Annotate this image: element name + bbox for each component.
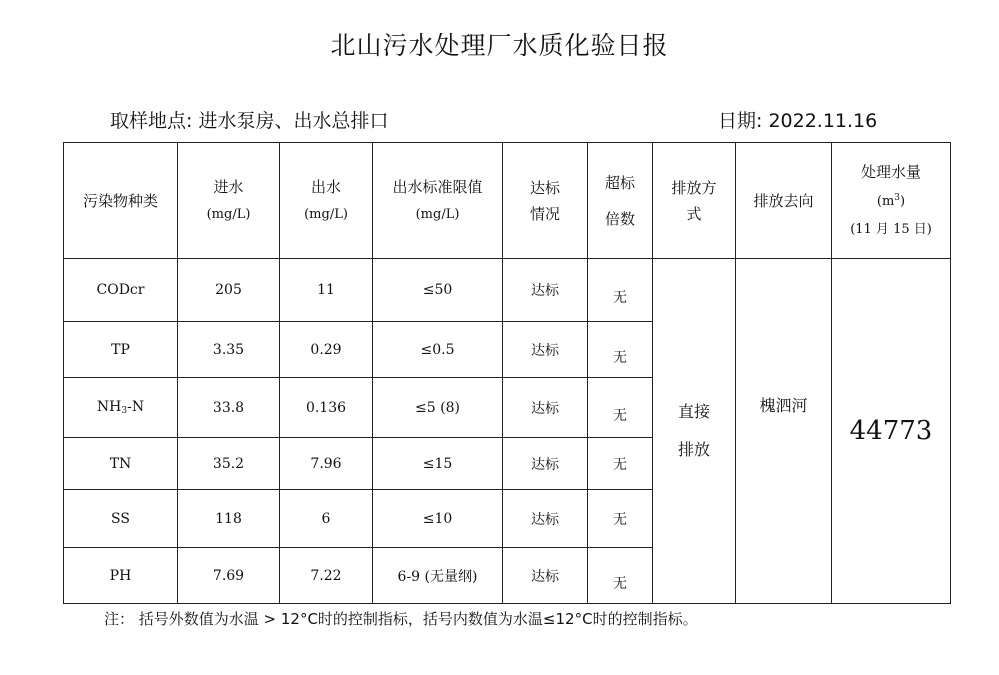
table-row [64,259,951,322]
cell-effluent: 6 [280,490,373,548]
cell-pollutant: TN [64,438,178,490]
header-destination [736,143,832,259]
header-limit [373,143,503,259]
header-influent [178,143,280,259]
header-destination-label: 排放去向 [753,191,814,210]
cell-limit: ≤50 [373,259,503,322]
cell-compliance: 达标 [503,322,588,378]
discharge-method-line2: 排放 [677,440,710,459]
header-limit-label: 出水标准限值 [392,177,483,196]
cell-exceed: 无 [588,259,653,322]
header-exceed-line2: 倍数 [604,209,635,228]
header-pollutant [64,143,178,259]
header-volume-unit-post: ) [900,193,906,209]
header-pollutant-label: 污染物种类 [82,191,158,210]
cell-influent: 33.8 [178,378,280,438]
header-volume-unit-sup: 3 [894,192,901,203]
header-effluent-label: 出水 [310,177,341,196]
header-row [64,143,951,259]
sampling-location: 取样地点: 进水泵房、出水总排口 [110,110,389,132]
cell-pollutant: PH [64,548,178,604]
cell-influent: 3.35 [178,322,280,378]
footnote: 注： 括号外数值为水温 > 12°C时的控制指标，括号内数值为水温≤12°C时的控制指标。 [104,610,698,628]
header-method-line1: 排放方 [671,178,717,197]
report-date: 日期: 2022.11.16 [718,110,878,132]
cell-exceed: 无 [588,490,653,548]
cell-treated-volume: 44773 [832,259,951,604]
cell-effluent: 7.96 [280,438,373,490]
cell-effluent: 0.136 [280,378,373,438]
cell-exceed: 无 [588,378,653,438]
cell-compliance: 达标 [503,438,588,490]
header-volume-date: (11 月 15 日) [850,221,932,237]
pollutant-nh3-base: NH [96,399,122,415]
header-volume-unit-pre: (m [876,193,895,209]
water-quality-table [63,142,951,604]
cell-limit: ≤0.5 [373,322,503,378]
pollutant-nh3-suffix: -N [127,399,145,415]
cell-discharge-destination: 槐泗河 [736,259,832,604]
cell-compliance: 达标 [503,259,588,322]
header-compliance [503,143,588,259]
header-method-line2: 式 [686,204,702,223]
cell-effluent: 11 [280,259,373,322]
cell-pollutant: CODcr [64,259,178,322]
cell-influent: 205 [178,259,280,322]
header-compliance-line1: 达标 [529,178,560,197]
header-exceed-line1: 超标 [604,173,635,192]
cell-influent: 7.69 [178,548,280,604]
header-volume-line2 [877,194,905,209]
cell-pollutant: SS [64,490,178,548]
cell-compliance: 达标 [503,490,588,548]
header-volume [832,143,951,259]
header-volume-line1: 处理水量 [860,162,921,181]
header-limit-unit: (mg/L) [415,206,460,222]
cell-pollutant [64,378,178,438]
header-influent-unit: (mg/L) [206,206,251,222]
cell-compliance: 达标 [503,548,588,604]
cell-exceed: 无 [588,322,653,378]
cell-exceed: 无 [588,438,653,490]
header-method [653,143,736,259]
cell-discharge-method [653,259,736,604]
cell-limit: ≤10 [373,490,503,548]
header-effluent [280,143,373,259]
pollutant-nh3-subscript: 3 [121,406,128,416]
cell-compliance: 达标 [503,378,588,438]
cell-influent: 118 [178,490,280,548]
header-exceed [588,143,653,259]
cell-limit: ≤15 [373,438,503,490]
discharge-method-line1: 直接 [677,402,710,421]
cell-exceed: 无 [588,548,653,604]
cell-effluent: 7.22 [280,548,373,604]
cell-influent: 35.2 [178,438,280,490]
cell-limit: 6-9 (无量纲) [373,548,503,604]
cell-effluent: 0.29 [280,322,373,378]
header-compliance-line2: 情况 [529,204,560,223]
cell-limit: ≤5 (8) [373,378,503,438]
header-effluent-unit: (mg/L) [304,206,348,222]
header-influent-label: 进水 [213,177,244,196]
cell-pollutant: TP [64,322,178,378]
report-title: 北山污水处理厂水质化验日报 [330,31,669,60]
